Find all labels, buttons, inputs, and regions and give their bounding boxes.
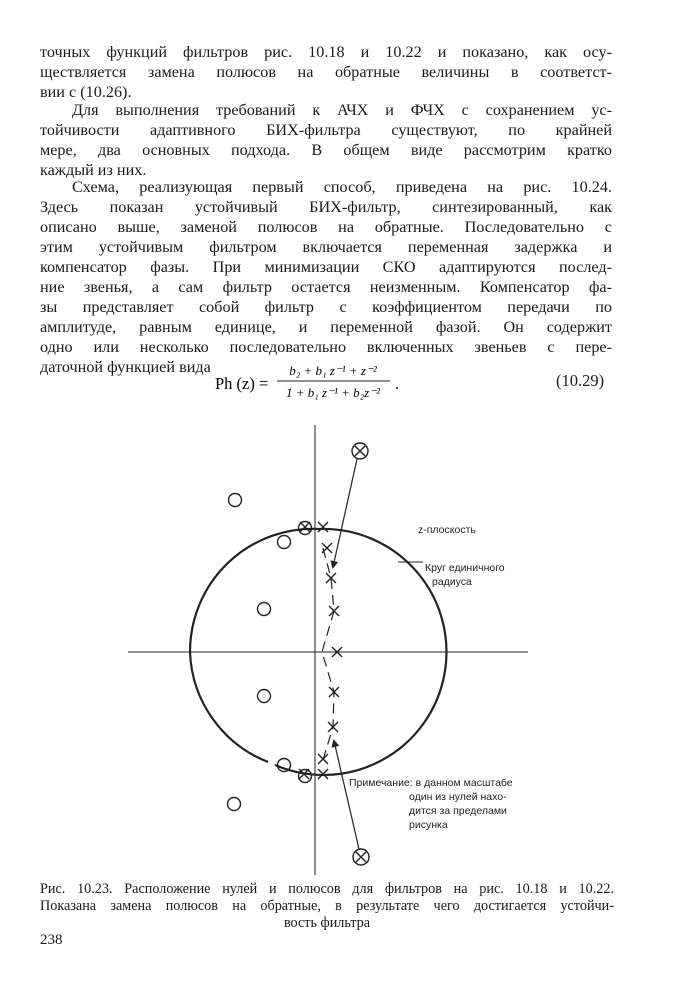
text-line: ществляется замена полюсов на обратные величины в соответст-: [40, 63, 612, 81]
text-line: Для выполнения требований к АЧХ и ФЧХ с сохранением ус-: [72, 101, 612, 119]
pole-zero-figure: [0, 415, 675, 880]
text-line: Здесь показан устойчивый БИХ-фильтр, синтезированный, как: [40, 198, 612, 216]
formula-numerator: b₂ + b₁ z⁻¹ + z⁻²: [289, 364, 377, 378]
figure-caption: [40, 881, 614, 932]
text-line: компенсатор фазы. При минимизации СКО адаптируются послед-: [40, 258, 612, 276]
text-line: этим устойчивым фильтром включается переменная задержка и: [40, 238, 612, 256]
z-plane-label: z-плоскость: [418, 524, 476, 536]
pole-markers: [299, 522, 342, 779]
unit-circle-arc: [190, 529, 320, 762]
caption-line: Рис. 10.23. Расположение нулей и полюсов для фильтров на рис. 10.18 и 10.22.: [40, 881, 614, 897]
text-line: даточной функцией вида: [40, 358, 211, 376]
pole-marker: [318, 522, 328, 532]
zero-marker: [228, 798, 241, 811]
page-number: 238: [40, 932, 63, 948]
formula-lhs: Ph (z) =: [215, 374, 269, 393]
text-line: Схема, реализующая первый способ, приведена на рис. 10.24.: [72, 178, 612, 196]
note-text: Примечание: в данном масштабе: [349, 777, 513, 789]
text-line: зы представляет собой фильтр с коэффициентом передачи по: [40, 298, 612, 316]
text-line: тойчивости адаптивного БИХ-фильтра существуют, по крайней: [40, 121, 612, 139]
pole-outside-bottom: [353, 849, 369, 865]
paragraph-3: [40, 177, 612, 377]
text-line: описано выше, заменой полюсов на обратные. Последовательно с: [40, 218, 612, 236]
formula-period: .: [395, 376, 399, 393]
text-line: амплитуде, равным единице, и переменной фазой. Он содержит: [40, 318, 612, 336]
caption-line: вость фильтра: [283, 915, 371, 931]
pole-marker: [300, 522, 310, 532]
note-text: один из нулей нахо-: [409, 791, 507, 803]
text-line: вии с (10.26).: [40, 83, 132, 101]
zero-marker: [229, 494, 242, 507]
zero-marker: [278, 536, 291, 549]
note-text: дится за пределами: [409, 805, 507, 817]
note-text: рисунка: [409, 819, 448, 831]
zero-marker: [258, 690, 271, 703]
paragraph-1: [40, 42, 612, 102]
formula-number: (10.29): [556, 371, 605, 390]
zero-marker: [299, 770, 312, 783]
pole-outside-top: [352, 443, 368, 459]
paragraph-2: [40, 100, 612, 180]
formula-denominator: 1 + b₁ z⁻¹ + b₂z⁻²: [286, 385, 380, 400]
text-line: мере, два основных подхода. В общем виде рассмотрим кратко: [40, 141, 612, 159]
text-line: каждый из них.: [40, 161, 147, 179]
circle-label: радиуса: [432, 576, 472, 588]
zero-marker: [258, 603, 271, 616]
reflection-arrow-bottom: [334, 741, 359, 849]
text-line: одно или несколько последовательно включенных звеньев с пере-: [40, 338, 612, 356]
circle-label: Круг единичного: [425, 562, 505, 574]
reflection-arrow-top: [333, 459, 357, 567]
text-line: ние звенья, а сам фильтр остается неизменным. Компенсатор фа-: [40, 278, 612, 296]
text-line: точных функций фильтров рис. 10.18 и 10.22 и показано, как осу-: [40, 43, 612, 61]
caption-line: Показана замена полюсов на обратные, в результате чего достигается устойчи-: [40, 898, 614, 914]
